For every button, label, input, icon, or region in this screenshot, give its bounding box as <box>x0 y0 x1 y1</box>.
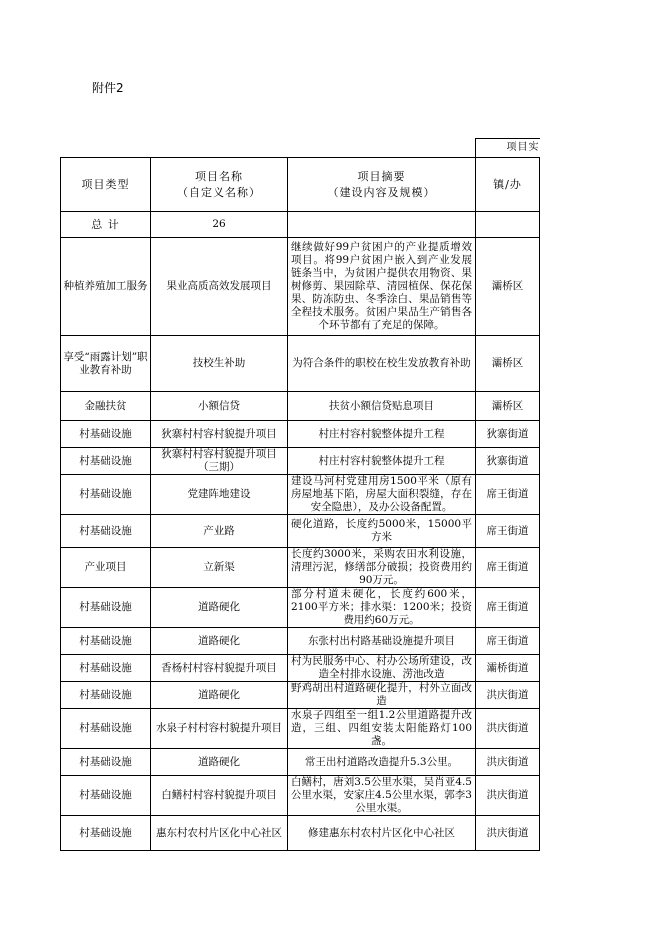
type-cell-text: 村基础设施 <box>79 826 132 839</box>
total-label: 总 计 <box>61 212 151 238</box>
table-row <box>61 588 540 628</box>
total-town-empty <box>476 212 540 238</box>
town-cell-text: 洪庆街道 <box>486 722 529 734</box>
table-row <box>61 709 540 749</box>
table-row <box>61 749 540 776</box>
town-cell-text: 席王街道 <box>486 634 529 647</box>
town-cell <box>476 548 540 588</box>
summary-cell-text: 村庄村容村貌整体提升工程 <box>318 454 445 467</box>
table-row <box>61 336 540 392</box>
summary-cell <box>288 749 476 776</box>
summary-cell <box>288 336 476 392</box>
town-cell <box>476 448 540 475</box>
summary-cell <box>288 392 476 421</box>
town-cell-text: 洪庆街道 <box>486 789 529 801</box>
type-cell-text: 村基础设施 <box>79 634 132 647</box>
table-row <box>61 548 540 588</box>
type-cell-text: 村基础设施 <box>79 688 132 701</box>
type-cell-text: 村基础设施 <box>79 601 132 613</box>
summary-cell-text: 建设马河村党建用房1500平米（原有房屋地基下陷，房屋大面积裂缝，存在安全隐患），及办公设备配置。 <box>291 475 472 513</box>
attachment-label: 附件2 <box>92 81 124 95</box>
table-row <box>61 515 540 548</box>
name-cell <box>151 336 288 392</box>
name-cell <box>151 238 288 336</box>
name-cell-text: 狄寨村村容村貌提升项目 <box>161 427 277 440</box>
summary-cell-text: 继续做好99户贫困户的产业提质增效项目。将99户贫困户嵌入到产业发展链条当中，为贫困户提供农用物资、果树修剪、果园除草、清园植保、保花保果、防冻防虫、冬季涂白、果品销售等全程技术服务。贫困户果品生产销售各个环节都有了充足的保障。 <box>291 241 472 331</box>
town-cell-text: 狄寨街道 <box>486 454 529 467</box>
town-cell-text: 灞桥区 <box>491 357 524 369</box>
type-cell <box>61 548 151 588</box>
type-cell <box>61 709 151 749</box>
summary-cell-text: 常王出村道路改造提升5.3公里。 <box>304 755 459 768</box>
type-cell-text: 产业项目 <box>84 561 127 573</box>
name-cell-text: 技校生补助 <box>192 357 246 369</box>
table-row <box>61 682 540 709</box>
name-cell-text: 产业路 <box>203 524 235 537</box>
header-name <box>151 158 288 212</box>
name-cell-text: 党建阵地建设 <box>187 488 251 500</box>
town-cell-text: 席王街道 <box>486 524 529 537</box>
type-cell-text: 村基础设施 <box>79 427 132 440</box>
name-cell <box>151 421 288 448</box>
total-count: 26 <box>151 212 288 238</box>
town-cell <box>476 238 540 336</box>
type-cell <box>61 655 151 682</box>
summary-cell-text: 为符合条件的职校在校生发放教育补助 <box>292 357 471 369</box>
summary-cell <box>288 448 476 475</box>
type-cell <box>61 392 151 421</box>
summary-cell-text: 村庄村容村貌整体提升工程 <box>318 427 445 440</box>
town-cell <box>476 515 540 548</box>
name-cell-text: 水泉子村村容村貌提升项目 <box>156 722 282 734</box>
town-cell-text: 狄寨街道 <box>486 427 529 440</box>
name-cell <box>151 475 288 515</box>
town-cell <box>476 336 540 392</box>
town-cell-text: 席王街道 <box>486 488 529 500</box>
town-cell <box>476 655 540 682</box>
name-cell-text: 小额信贷 <box>198 399 240 412</box>
name-cell <box>151 448 288 475</box>
summary-cell-text: 白鳝村，唐刘3.5公里水渠，吴肖亚4.5公里水渠，安家庄4.5公里水渠，郭李3公里水渠。 <box>291 776 472 814</box>
type-cell <box>61 682 151 709</box>
town-cell-text: 席王街道 <box>486 601 529 613</box>
town-cell-text: 灞桥街道 <box>486 661 529 674</box>
summary-cell <box>288 515 476 548</box>
summary-cell <box>288 682 476 709</box>
summary-cell <box>288 421 476 448</box>
name-cell-text: 香杨村村容村貌提升项目 <box>161 661 277 674</box>
summary-cell-text: 野鸡胡出村道路硬化提升，村外立面改造 <box>291 682 472 707</box>
name-cell <box>151 588 288 628</box>
header-summary <box>288 158 476 212</box>
summary-cell <box>288 776 476 816</box>
name-cell <box>151 515 288 548</box>
town-cell <box>476 776 540 816</box>
summary-cell <box>288 709 476 749</box>
type-cell-text: 种植养殖加工服务 <box>63 280 148 292</box>
header-name-line2: （自定义名称） <box>177 185 261 199</box>
summary-cell-text: 硬化道路，长度约5000米，15000平方米 <box>291 518 472 543</box>
summary-cell-text: 村为民服务中心、村办公场所建设，改造全村排水设施、涝池改造 <box>291 655 472 680</box>
type-cell <box>61 515 151 548</box>
type-cell <box>61 448 151 475</box>
name-cell <box>151 776 288 816</box>
type-cell <box>61 238 151 336</box>
summary-cell <box>288 655 476 682</box>
town-cell <box>476 816 540 851</box>
type-cell <box>61 749 151 776</box>
summary-cell <box>288 548 476 588</box>
type-cell <box>61 336 151 392</box>
table-row <box>61 475 540 515</box>
header-town: 镇/办 <box>476 158 540 212</box>
summary-cell <box>288 238 476 336</box>
location-group-header: 项目实 <box>476 139 540 158</box>
name-cell-text: 道路硬化 <box>198 688 240 701</box>
project-table <box>60 138 540 851</box>
name-cell-text: 白鳝村村容村貌提升项目 <box>161 789 277 801</box>
town-cell <box>476 628 540 655</box>
type-cell <box>61 776 151 816</box>
summary-cell <box>288 628 476 655</box>
town-cell <box>476 392 540 421</box>
summary-cell-text: 部分村道未硬化，长度约600米，2100平方米；排水渠：1200米；投资费用约60万元。 <box>291 588 472 626</box>
name-cell-text: 狄寨村村容村貌提升项目（三期） <box>161 448 277 473</box>
name-cell-text: 道路硬化 <box>198 601 240 613</box>
type-cell-text: 村基础设施 <box>79 789 132 801</box>
name-cell-text: 果业高质高效发展项目 <box>166 280 272 292</box>
summary-cell-text: 东张村出村路基础设施提升项目 <box>308 634 455 647</box>
town-cell-text: 洪庆街道 <box>486 755 529 768</box>
summary-cell <box>288 475 476 515</box>
type-cell-text: 村基础设施 <box>79 755 132 768</box>
type-cell <box>61 628 151 655</box>
town-cell <box>476 709 540 749</box>
type-cell-text: 村基础设施 <box>79 488 132 500</box>
type-cell-text: 村基础设施 <box>79 454 132 467</box>
summary-cell-text: 修建惠东村农村片区化中心社区 <box>308 826 455 839</box>
summary-cell-text: 长度约3000米，采购农田水利设施，清理污泥，修缮部分破损；投资费用约90万元。 <box>291 548 472 586</box>
summary-cell-text: 扶贫小额信贷贴息项目 <box>329 399 434 412</box>
name-cell-text: 道路硬化 <box>198 755 240 768</box>
town-cell-text: 灞桥区 <box>491 280 524 292</box>
type-cell-text: 金融扶贫 <box>84 399 127 412</box>
name-cell <box>151 655 288 682</box>
table-row <box>61 776 540 816</box>
header-type: 项目类型 <box>61 158 151 212</box>
table-row <box>61 628 540 655</box>
header-summary-line1: 项目摘要 <box>357 169 406 183</box>
header-name-line1: 项目名称 <box>195 169 243 183</box>
type-cell-text: 村基础设施 <box>79 524 132 537</box>
town-cell <box>476 421 540 448</box>
name-cell-text: 道路硬化 <box>198 634 240 647</box>
town-cell <box>476 475 540 515</box>
name-cell <box>151 548 288 588</box>
type-cell-text: 享受“雨露计划”职业教育补助 <box>63 350 148 376</box>
type-cell <box>61 816 151 851</box>
town-cell-text: 洪庆街道 <box>486 826 529 839</box>
summary-cell <box>288 588 476 628</box>
name-cell-text: 惠东村农村片区化中心社区 <box>156 826 282 839</box>
table-row <box>61 392 540 421</box>
total-summary-empty <box>288 212 476 238</box>
town-cell <box>476 749 540 776</box>
name-cell <box>151 628 288 655</box>
summary-cell <box>288 816 476 851</box>
town-cell <box>476 588 540 628</box>
type-cell <box>61 421 151 448</box>
table-row <box>61 448 540 475</box>
town-cell-text: 席王街道 <box>486 561 529 573</box>
name-cell <box>151 749 288 776</box>
town-cell-text: 洪庆街道 <box>486 688 529 701</box>
type-cell <box>61 475 151 515</box>
type-cell-text: 村基础设施 <box>79 661 132 674</box>
name-cell <box>151 682 288 709</box>
table-row <box>61 238 540 336</box>
name-cell <box>151 709 288 749</box>
summary-cell-text: 水泉子四组至一组1.2公里道路提升改造，三组、四组安装太阳能路灯100盏。 <box>291 709 472 747</box>
table-row <box>61 816 540 851</box>
town-cell <box>476 682 540 709</box>
type-cell-text: 村基础设施 <box>79 722 132 734</box>
table-row <box>61 655 540 682</box>
town-cell-text: 灞桥区 <box>491 399 524 412</box>
header-summary-line2: （建设内容及规模） <box>327 185 436 199</box>
name-cell <box>151 392 288 421</box>
table-row <box>61 421 540 448</box>
name-cell <box>151 816 288 851</box>
type-cell <box>61 588 151 628</box>
name-cell-text: 立新渠 <box>203 561 235 573</box>
